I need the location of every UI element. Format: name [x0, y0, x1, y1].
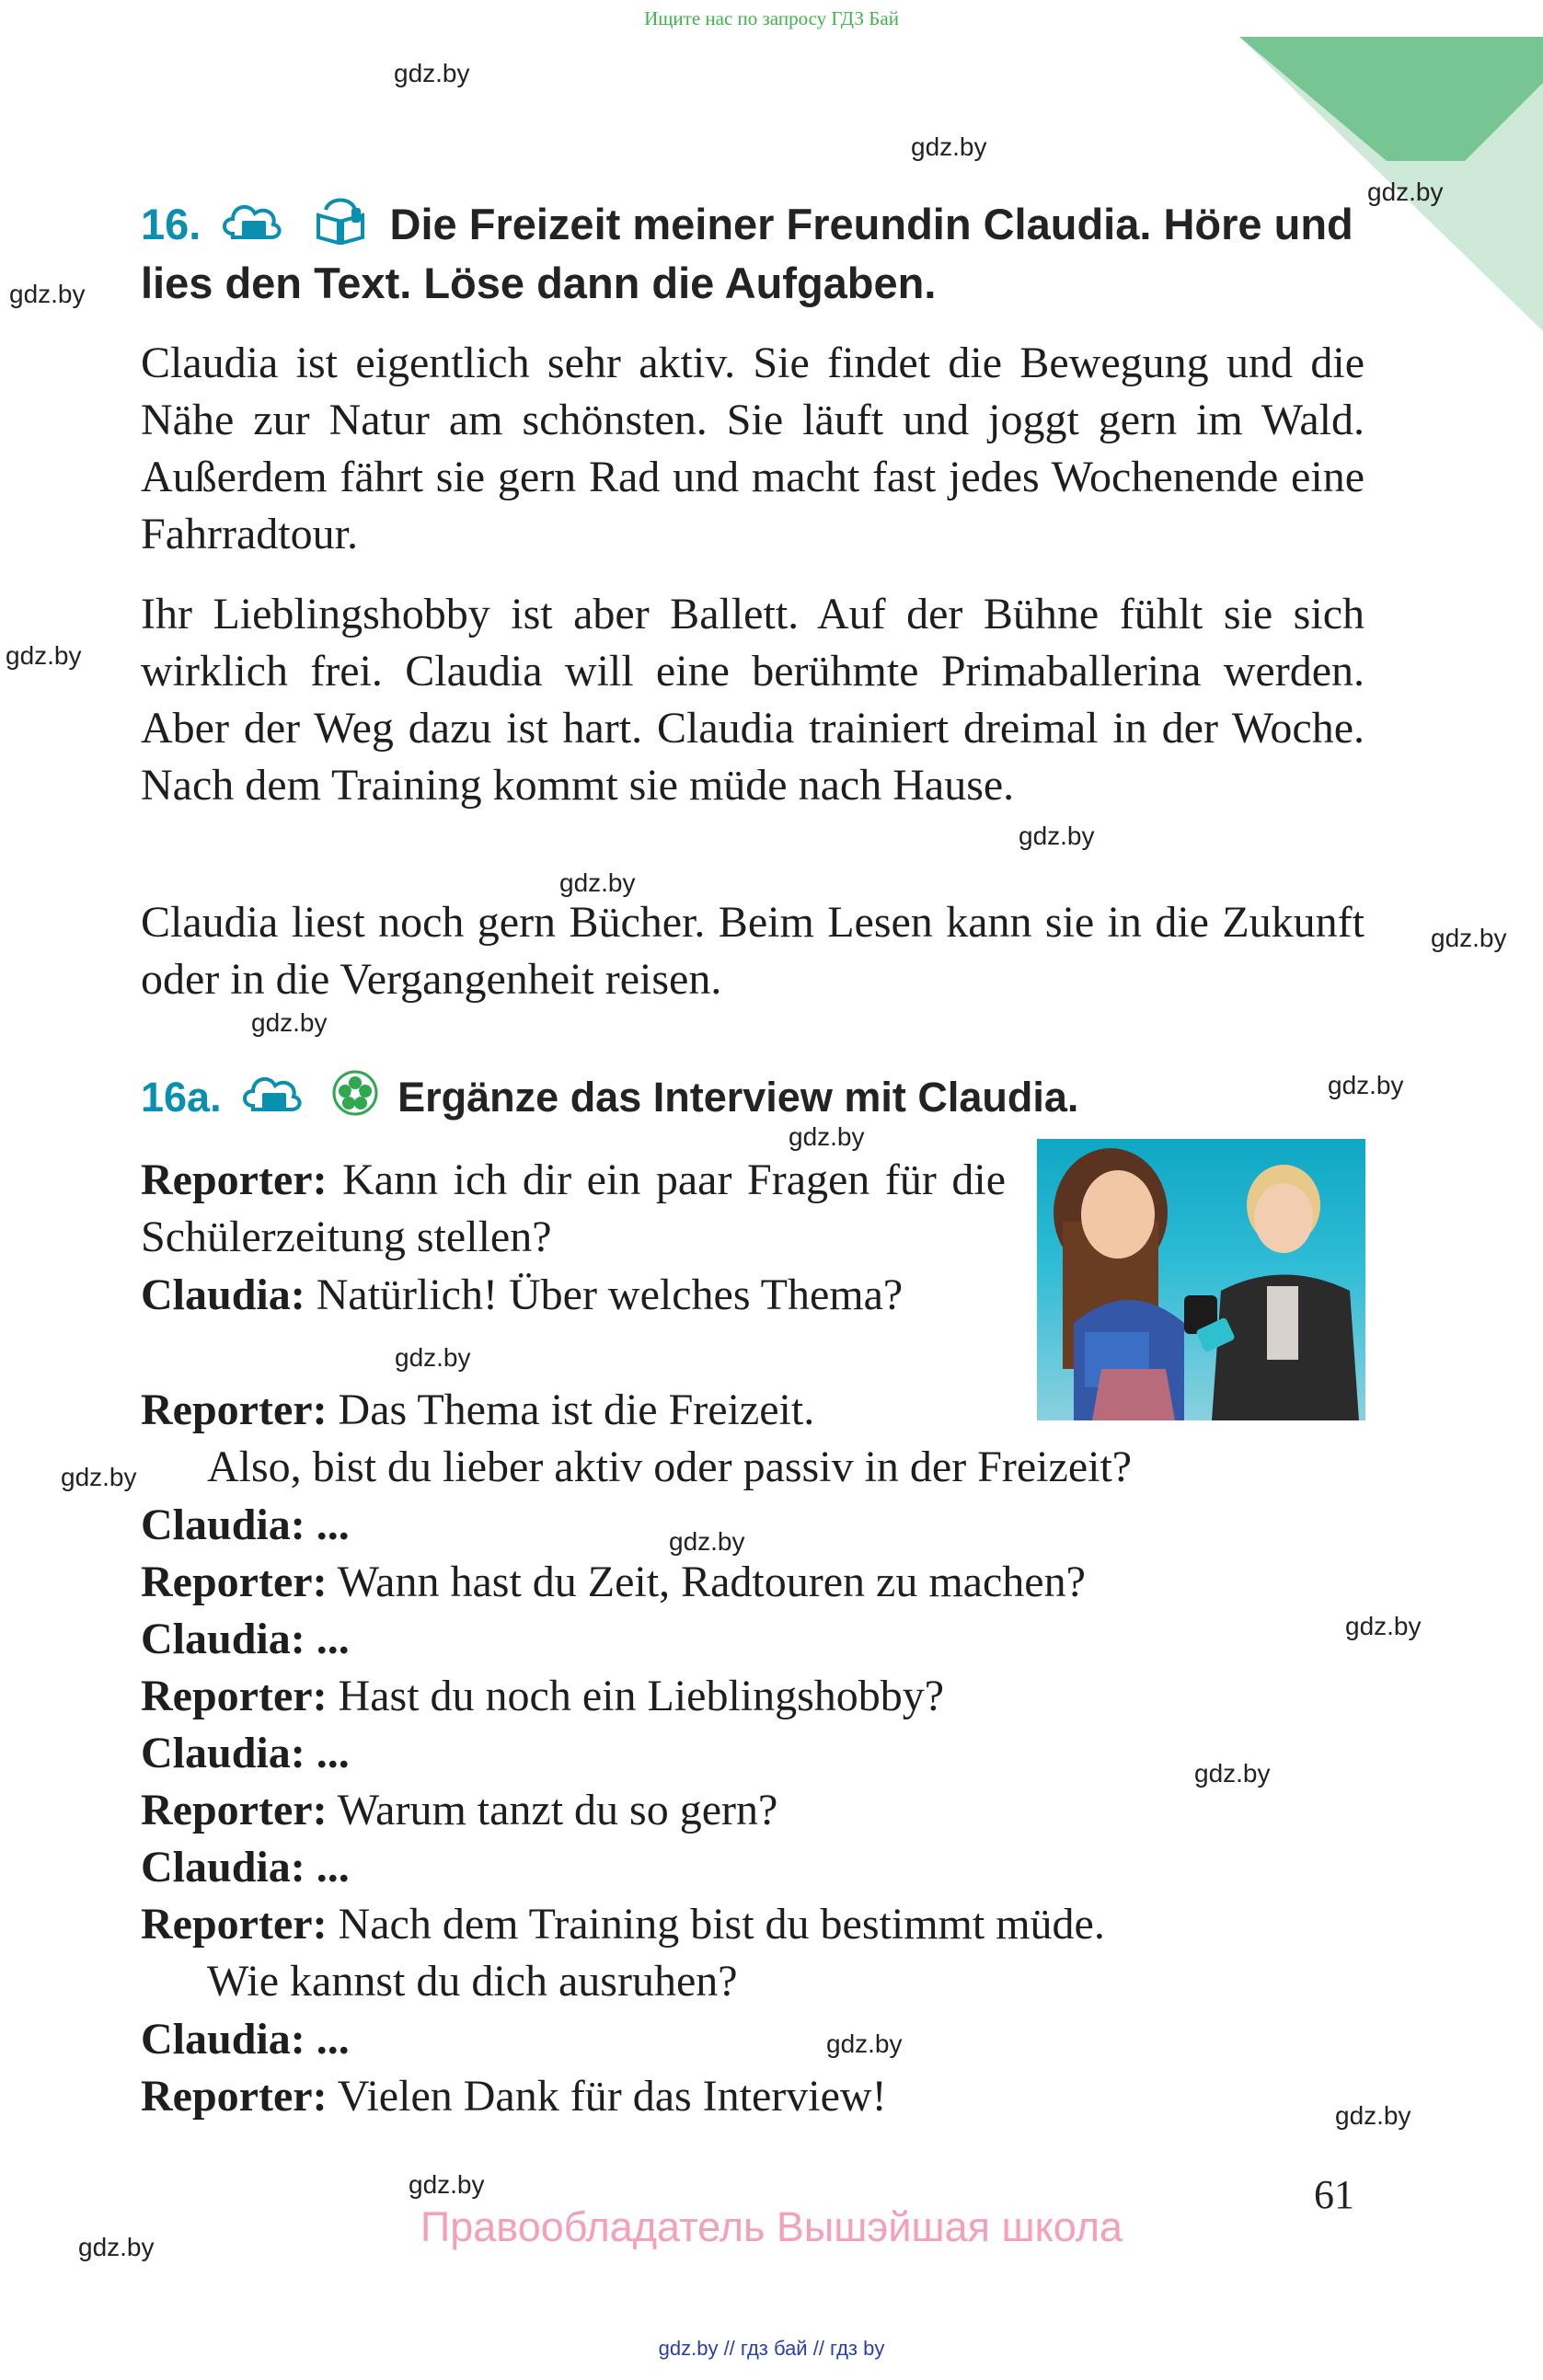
dialogue-text: Nach dem Training bist du bestimmt müde.	[338, 1900, 1105, 1949]
answer-placeholder: ...	[316, 2015, 350, 2064]
speaker-label: Reporter:	[141, 1558, 328, 1606]
answer-placeholder: ...	[316, 1729, 350, 1777]
speaker-label: Reporter:	[141, 1786, 328, 1834]
watermark: gdz.by	[911, 132, 987, 161]
watermark: gdz.by	[1328, 1071, 1404, 1099]
watermark: gdz.by	[395, 1343, 471, 1372]
watermark: gdz.by	[1019, 822, 1095, 850]
speaker-label: Claudia:	[141, 1500, 305, 1549]
watermark: gdz.by	[9, 280, 86, 308]
text-paragraph: Claudia liest noch gern Bücher. Beim Lesen kann sie in die Zukunft oder in die Vergangenheit reisen.	[141, 898, 1365, 1004]
answer-placeholder: ...	[316, 1615, 350, 1663]
exercise-title: Ergänze das Interview mit Claudia.	[397, 1074, 1079, 1121]
dialogue-line	[141, 1839, 350, 1896]
watermark: gdz.by	[409, 2170, 485, 2199]
watermark: gdz.by	[61, 1463, 137, 1491]
exercise-number: 16.	[141, 200, 202, 248]
watermark: gdz.by	[1345, 1612, 1422, 1640]
speaker-label: Claudia:	[141, 2015, 305, 2064]
dialogue-text: Vielen Dank für das Interview!	[337, 2072, 887, 2121]
dialogue-line	[141, 2068, 887, 2125]
watermark: gdz.by	[559, 868, 636, 897]
dialogue-text: Das Thema ist die Freizeit.	[338, 1385, 815, 1434]
watermark: gdz.by	[394, 59, 470, 87]
dialogue-text: Kann ich dir ein paar Fragen für die Schülerzeitung stellen?	[141, 1156, 1007, 1261]
exercise-16a-heading	[141, 1069, 1365, 1130]
answer-placeholder: ...	[316, 1500, 350, 1549]
watermark: gdz.by	[1335, 2101, 1411, 2130]
top-banner[interactable]: Ищите нас по запросу ГДЗ Бай	[644, 7, 899, 29]
watermark: gdz.by	[1367, 178, 1444, 206]
speaker-label: Reporter:	[141, 1156, 328, 1204]
dialogue-line	[141, 1382, 1132, 1496]
text-paragraph: Ihr Lieblingshobby ist aber Ballett. Auf der Bühne fühlt sie sich wirklich frei. Claudia will eine berühmte Primaballerina werden. Aber der Weg dazu ist hart. Claudia trainiert dreimal in der Woche. Nach dem Training kommt sie müde nach Hause.	[141, 590, 1365, 810]
dialogue-line	[141, 1896, 1105, 2010]
text-paragraph: Claudia ist eigentlich sehr aktiv. Sie findet die Bewegung und die Nähe zur Natur am schönsten. Sie läuft und joggt gern im Wald. Außerdem fährt sie gern Rad und macht fast jedes Wochenende eine Fahrradtour.	[141, 339, 1365, 558]
exercise-16-heading	[141, 197, 1365, 310]
dialogue-line	[141, 1554, 1086, 1611]
speaker-label: Reporter:	[141, 2072, 328, 2121]
speaker-label: Claudia:	[141, 1729, 305, 1777]
dialogue-text-continued: Wie kannst du dich ausruhen?	[207, 1957, 738, 2006]
dialogue-line	[141, 1725, 350, 1782]
speaker-label: Reporter:	[141, 1385, 328, 1434]
speaker-label: Claudia:	[141, 1843, 305, 1891]
speaker-label: Claudia:	[141, 1615, 305, 1663]
dialogue-line	[141, 1611, 350, 1668]
dialogue-line	[141, 1497, 350, 1554]
watermark: gdz.by	[78, 2233, 155, 2261]
exercise-title: Die Freizeit meiner Freundin Claudia. Höre und lies den Text. Löse dann die Aufgaben.	[141, 200, 1353, 307]
answer-placeholder: ...	[316, 1843, 350, 1891]
watermark: gdz.by	[1431, 924, 1507, 952]
speaker-label: Reporter:	[141, 1672, 328, 1720]
rights-holder-notice: Правообладатель Вышэйшая школа	[420, 2203, 1123, 2250]
headphones-book-icon[interactable]	[311, 197, 370, 257]
watermark: gdz.by	[251, 1008, 328, 1037]
dialogue-line	[141, 1152, 1006, 1266]
dialogue-line	[141, 1668, 944, 1725]
watermark: gdz.by	[6, 641, 82, 670]
watermark: gdz.by	[669, 1527, 745, 1556]
cloud-folder-icon[interactable]	[220, 197, 284, 257]
dialogue-text: Natürlich! Über welches Thema?	[316, 1270, 904, 1319]
interview-photo	[1037, 1139, 1365, 1420]
dialogue-text: Wann hast du Zeit, Radtouren zu machen?	[337, 1558, 1086, 1606]
exercise-number: 16a.	[141, 1074, 222, 1121]
dialogue-line	[141, 1782, 777, 1839]
watermark: gdz.by	[826, 2029, 903, 2058]
dialogue-line	[141, 1267, 1006, 1324]
dialogue-line	[141, 2011, 350, 2068]
watermark: gdz.by	[1194, 1759, 1271, 1788]
dialogue-text-continued: Also, bist du lieber aktiv oder passiv in der Freizeit?	[207, 1443, 1133, 1491]
speaker-label: Claudia:	[141, 1270, 305, 1319]
watermark: gdz.by	[789, 1122, 865, 1151]
cloud-folder-icon[interactable]	[240, 1069, 305, 1130]
bottom-links[interactable]: gdz.by // гдз бай // гдз by	[658, 2337, 885, 2360]
speaker-label: Reporter:	[141, 1900, 328, 1949]
dialogue-text: Hast du noch ein Lieblingshobby?	[338, 1672, 945, 1720]
dialogue-text: Warum tanzt du so gern?	[337, 1786, 778, 1834]
flower-icon[interactable]	[331, 1069, 379, 1130]
page-number: 61	[1314, 2172, 1354, 2217]
